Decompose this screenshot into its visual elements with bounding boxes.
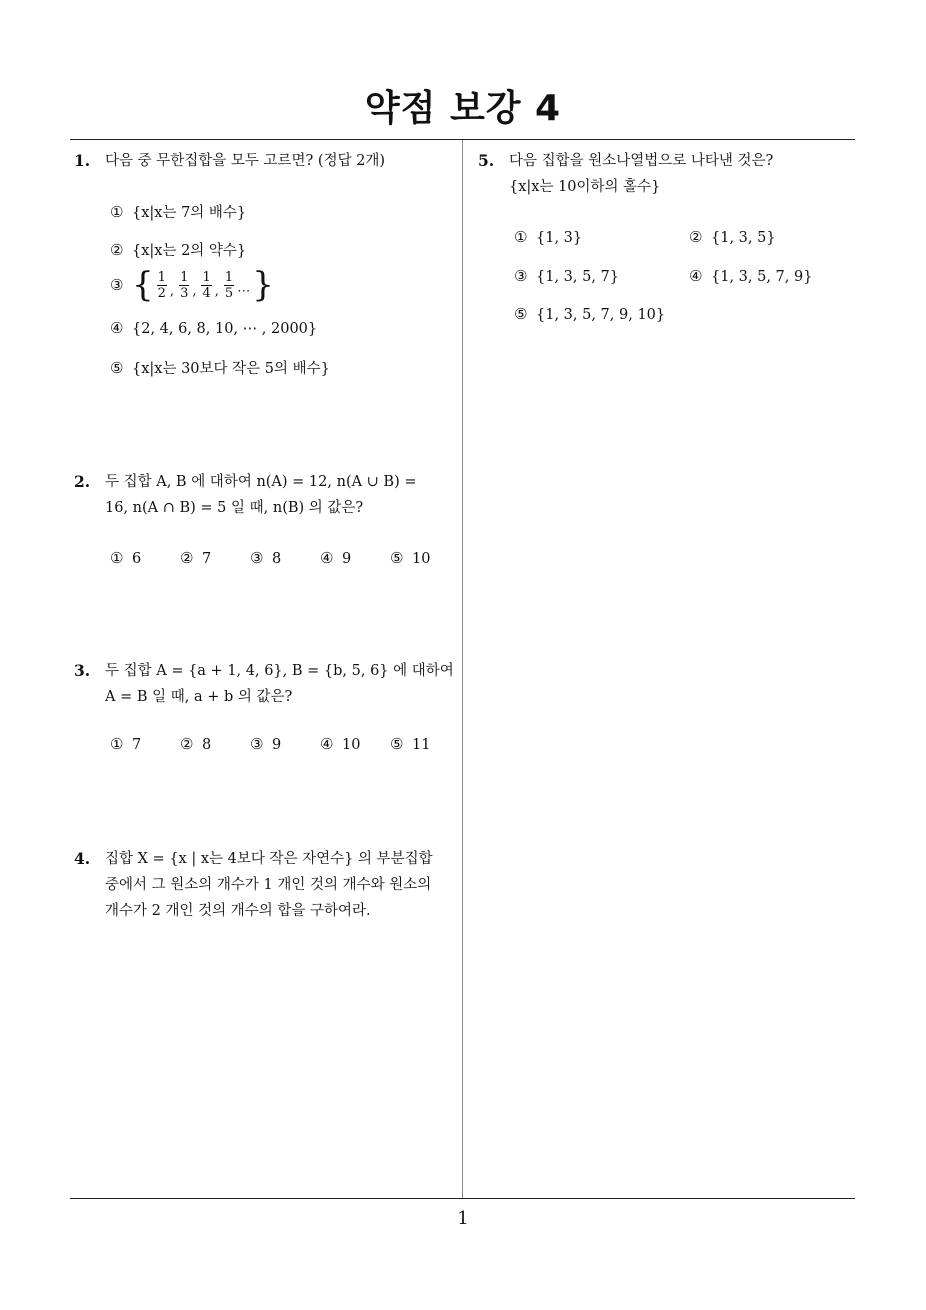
option-text: {1, 3, 5} <box>711 230 776 246</box>
option-marker: ③ <box>514 267 528 285</box>
option-text: 7 <box>202 551 212 567</box>
option-marker: ① <box>110 549 124 567</box>
option-marker: ④ <box>689 267 703 285</box>
option-3[interactable] <box>250 549 281 567</box>
option-4[interactable] <box>320 735 360 753</box>
option-marker: ⑤ <box>514 305 528 323</box>
question-text-line: 집합 X = {x | x는 4보다 작은 자연수} 의 부분집합 <box>105 851 433 867</box>
fraction: $\frac{1}{4}$ <box>202 269 211 301</box>
option-1[interactable] <box>514 228 582 246</box>
option-marker: ⑤ <box>390 735 404 753</box>
option-4[interactable] <box>320 549 351 567</box>
option-5[interactable] <box>514 305 665 323</box>
option-marker: ④ <box>320 735 334 753</box>
option-text: {1, 3, 5, 7, 9} <box>711 269 813 285</box>
column-divider <box>462 140 463 1198</box>
option-text: 11 <box>412 737 431 753</box>
option-text: {x|x는 2의 약수} <box>132 243 247 259</box>
option-text: 8 <box>272 551 282 567</box>
question-text-line: 다음 집합을 원소나열법으로 나타낸 것은? <box>509 153 774 169</box>
bottom-rule <box>70 1198 855 1199</box>
option-text: {2, 4, 6, 8, 10, ⋯ , 2000} <box>132 321 318 337</box>
option-text: {1, 3} <box>536 230 583 246</box>
option-marker: ③ <box>250 735 264 753</box>
option-1[interactable] <box>110 549 141 567</box>
option-5[interactable] <box>390 549 430 567</box>
option-3[interactable]: ③ { $\frac{1}{2}$ , $\frac{1}{3}$ , $\frac{1}{4}$ , $\frac{1}{5}$ ⋯ } <box>110 265 274 305</box>
question-text: 다음 중 무한집합을 모두 고르면? (정답 2개) <box>105 153 386 169</box>
question-number: 4. <box>74 849 91 868</box>
option-1[interactable] <box>110 201 246 222</box>
question-text-line: 16, n(A ∩ B) = 5 일 때, n(B) 의 값은? <box>105 500 364 516</box>
option-marker: ② <box>180 549 194 567</box>
option-text: 9 <box>342 551 352 567</box>
question-text-line: A = B 일 때, a + b 의 값은? <box>105 689 293 705</box>
option-2[interactable] <box>180 549 211 567</box>
option-text: {x|x는 7의 배수} <box>132 205 247 221</box>
option-text: 6 <box>132 551 142 567</box>
option-5[interactable] <box>390 735 430 753</box>
option-5[interactable] <box>110 357 330 378</box>
question-text-line: 중에서 그 원소의 개수가 1 개인 것의 개수와 원소의 <box>105 877 432 893</box>
option-marker: ① <box>110 203 124 221</box>
option-4[interactable] <box>689 267 812 285</box>
question-number: 3. <box>74 661 91 680</box>
option-marker: ③ <box>250 549 264 567</box>
option-2[interactable] <box>689 228 776 246</box>
question-text-line: {x|x는 10이하의 홀수} <box>509 179 661 195</box>
question-text-line: 개수가 2 개인 것의 개수의 합을 구하여라. <box>105 903 371 919</box>
option-2[interactable] <box>110 239 246 260</box>
option-marker: ① <box>110 735 124 753</box>
option-text: 10 <box>412 551 431 567</box>
option-text: {1, 3, 5, 7, 9, 10} <box>536 307 666 323</box>
question-text-line: 두 집합 A = {a + 1, 4, 6}, B = {b, 5, 6} 에 대하여 <box>105 663 454 679</box>
option-marker: ⑤ <box>390 549 404 567</box>
question-text-line: 두 집합 A, B 에 대하여 n(A) = 12, n(A ∪ B) = <box>105 474 417 490</box>
option-text: 9 <box>272 737 282 753</box>
open-brace: { <box>132 265 154 305</box>
option-marker: ④ <box>110 319 124 337</box>
fraction: $\frac{1}{2}$ <box>157 269 166 301</box>
option-text: 8 <box>202 737 212 753</box>
option-marker: ① <box>514 228 528 246</box>
question-number: 2. <box>74 472 91 491</box>
option-text: {x|x는 30보다 작은 5의 배수} <box>132 361 330 377</box>
option-3[interactable] <box>514 267 619 285</box>
page-title: 약점 보강 4 <box>364 88 562 129</box>
option-marker: ② <box>180 735 194 753</box>
fraction: $\frac{1}{3}$ <box>180 269 189 301</box>
question-number: 5. <box>478 151 495 170</box>
fraction: $\frac{1}{5}$ <box>224 269 234 301</box>
option-marker: ② <box>110 241 124 259</box>
option-text: 7 <box>132 737 142 753</box>
option-marker: ③ <box>110 276 124 294</box>
option-2[interactable] <box>180 735 211 753</box>
option-text: 10 <box>342 737 361 753</box>
close-brace: } <box>252 265 274 305</box>
option-marker: ④ <box>320 549 334 567</box>
question-number: 1. <box>74 151 91 170</box>
option-4[interactable] <box>110 319 317 337</box>
page-number: 1 <box>457 1208 469 1229</box>
option-marker: ② <box>689 228 703 246</box>
option-text: {1, 3, 5, 7} <box>536 269 620 285</box>
option-3[interactable] <box>250 735 281 753</box>
option-1[interactable] <box>110 735 141 753</box>
option-marker: ⑤ <box>110 359 124 377</box>
